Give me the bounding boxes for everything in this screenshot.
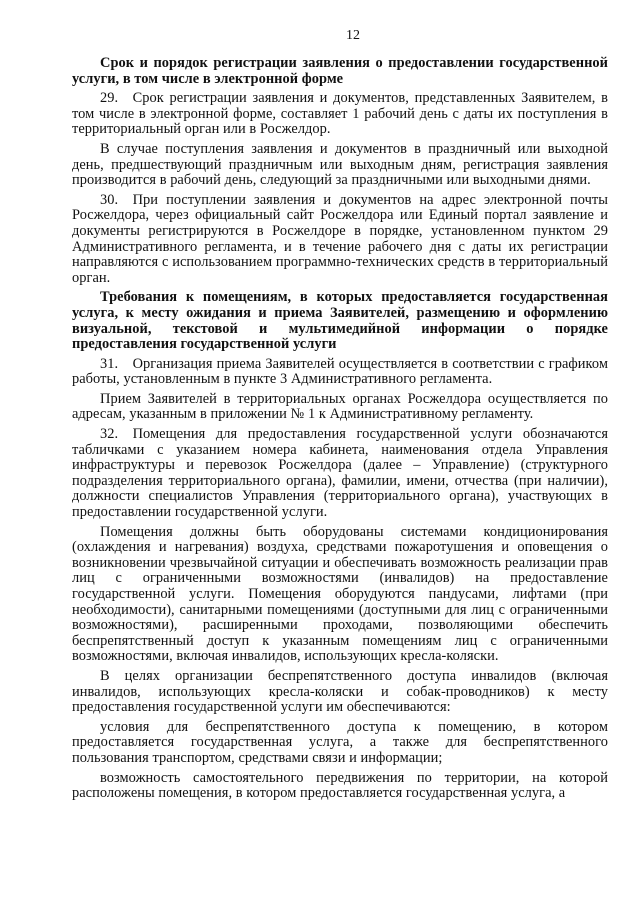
paragraph-access-conditions: условия для беспрепятственного доступа к помещению, в котором предоставляется государственная услуга, а также для беспрепятственного пользования транспортом, средствами связи и информации; [72,718,608,766]
section-heading-registration: Срок и порядок регистрации заявления о предоставлении государственной услуги, в том числе в электронной форме [72,55,608,87]
paragraph-equipment: Помещения должны быть оборудованы системами кондиционирования (охлаждения и нагревания) воздуха, средствами пожаротушения и оповещения о возникновении чрезвычайной ситуации и обеспечивать возможность реализации прав лиц с ограниченными возможностями (инвалидов) на предоставление государственной услуги. Помещения оборудуются пандусами, лифтами (при необходимости), санитарными помещениями (доступными для лиц с ограниченными возможностями), расширенными проходами, позволяющими обеспечить беспрепятственный доступ к указанным помещениям лиц с ограниченными возможностями, включая инвалидов, использующих кресла-коляски. [72,523,608,665]
paragraph-29: 29. Срок регистрации заявления и документов, представленных Заявителем, в том числе в электронной форме, составляет 1 рабочий день с даты их поступления в территориальный орган или в Росжелдор. [72,90,608,138]
paragraph-disabled-access: В целях организации беспрепятственного доступа инвалидов (включая инвалидов, использующих кресла-коляски и собак-проводников) к месту предоставления государственной услуги им обеспечиваются: [72,667,608,716]
paragraph-30: 30. При поступлении заявления и документов на адрес электронной почты Росжелдора, через официальный сайт Росжелдора или Единый портал заявление и документы регистрируются в Росжелдоре в порядке, установленном пунктом 29 Административного регламента, и в течение рабочего дня с даты их регистрации направляются с использованием программно-технических средств в территориальный орган. [72,191,608,286]
paragraph-reception-addresses: Прием Заявителей в территориальных органах Росжелдора осуществляется по адресам, указанным в приложении № 1 к Административному регламенту. [72,390,608,423]
paragraph-holiday-registration: В случае поступления заявления и документов в праздничный или выходной день, предшествующий праздничным или выходным дням, регистрация заявления производится в рабочий день, следующий за праздничными или выходными днями. [72,140,608,189]
paragraph-31: 31. Организация приема Заявителей осуществляется в соответствии с графиком работы, установленным в пункте 3 Административного регламента. [72,355,608,388]
section-heading-premises: Требования к помещениям, в которых предоставляется государственная услуга, к месту ожидания и приема Заявителей, размещению и оформлению визуальной, текстовой и мультимедийной информации о порядке предоставления государственной услуги [72,289,608,353]
paragraph-32: 32. Помещения для предоставления государственной услуги обозначаются табличками с указанием номера кабинета, наименования отдела Управления инфраструктуры и перевозок Росжелдора (далее – Управление) (структурного подразделения территориального органа), фамилии, имени, отчества (при наличии), должности специалистов Управления (территориального органа), участвующих в предоставлении государственной услуги. [72,426,608,521]
paragraph-independent-movement: возможность самостоятельного передвижения по территории, на которой расположены помещения, в котором предоставляется государственная услуга, а [72,769,608,802]
page-number: 12 [346,28,360,43]
